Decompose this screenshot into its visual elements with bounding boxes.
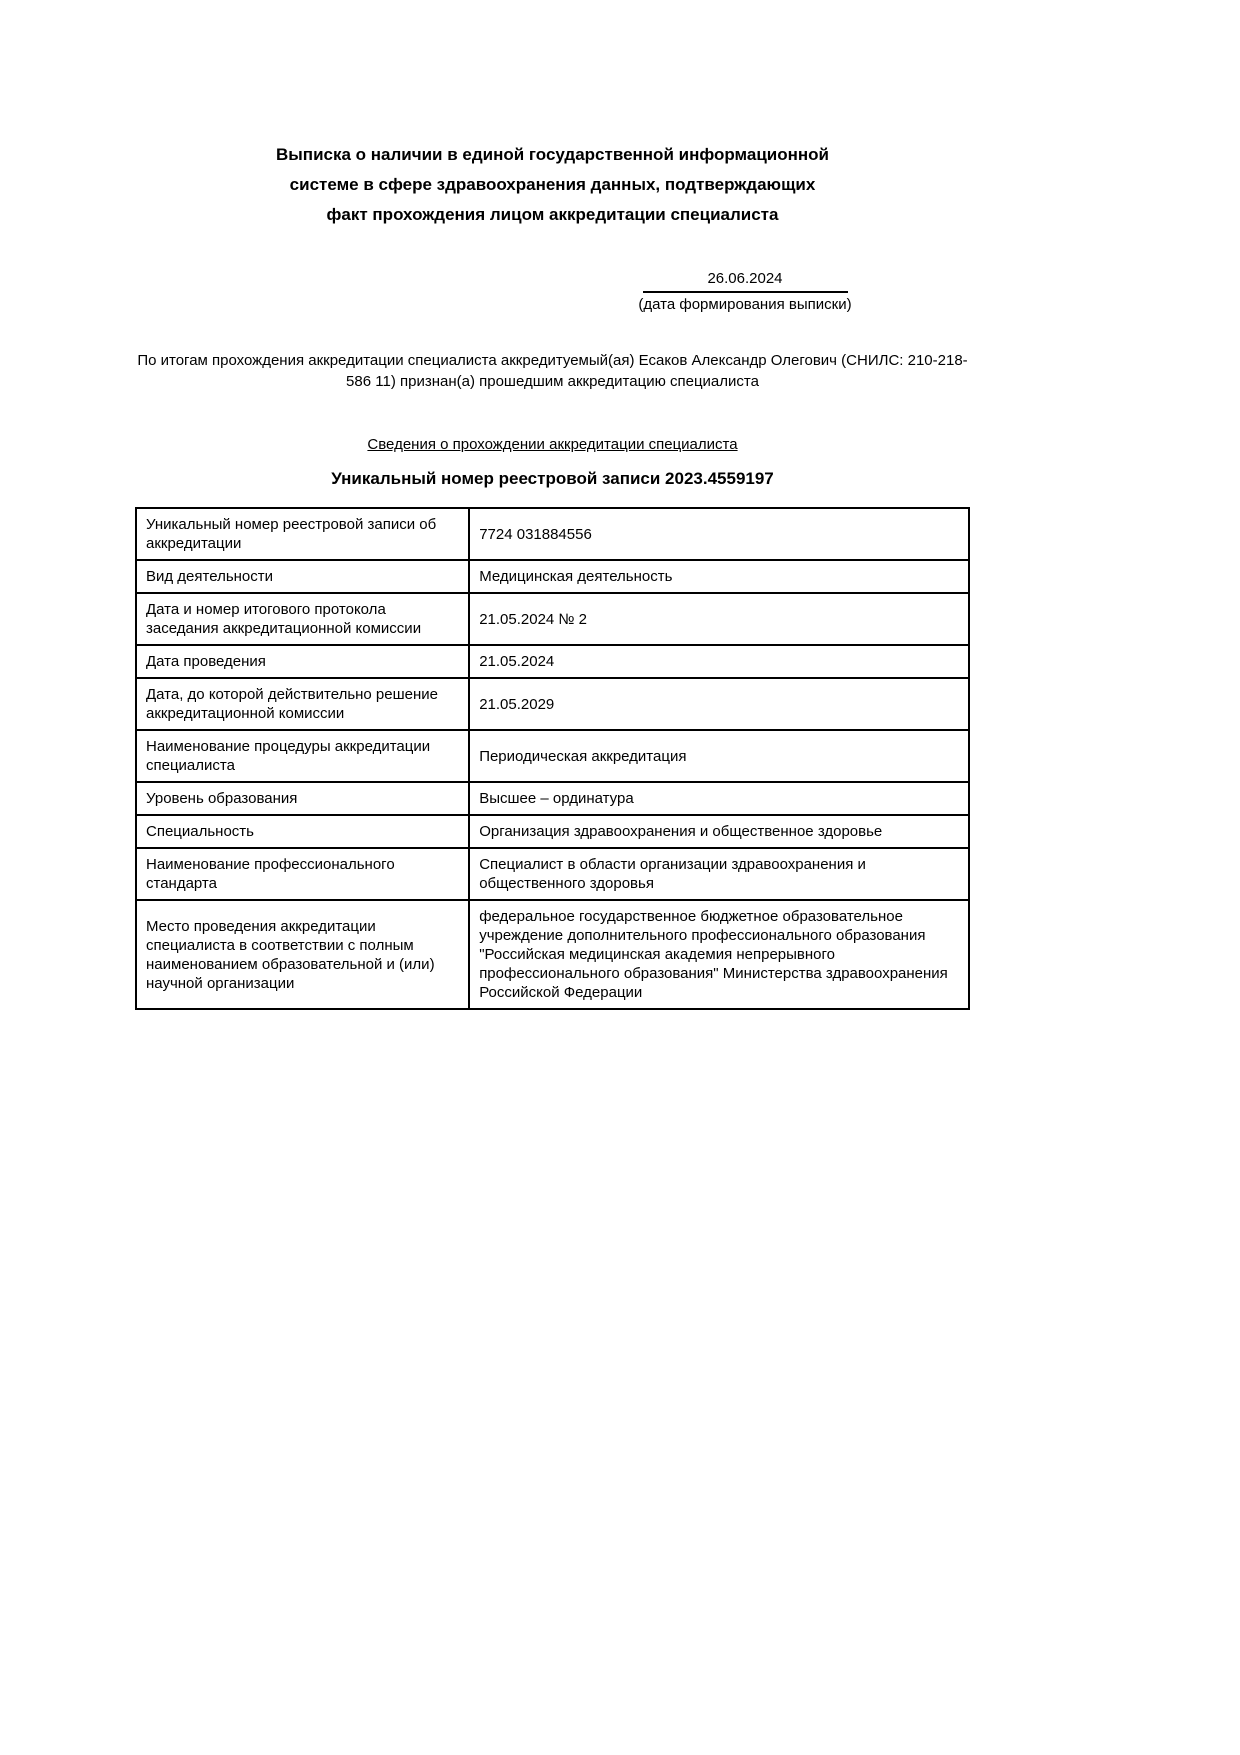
row-value: Периодическая аккредитация [469,730,969,782]
table-row [136,645,969,678]
document-title: Выписка о наличии в единой государственной информационной системе в сфере здравоохранения данных, подтверждающих факт прохождения лицом аккредитации специалиста [276,145,829,224]
date-block [625,270,865,314]
table-row [136,508,969,560]
row-value: Организация здравоохранения и общественное здоровье [469,815,969,848]
row-value: 21.05.2029 [469,678,969,730]
extract-date-caption: (дата формирования выписки) [638,296,852,313]
accreditation-table [135,507,970,1010]
row-label: Дата и номер итогового протокола заседания аккредитационной комиссии [136,593,469,645]
registry-number-heading: Уникальный номер реестровой записи 2023.4559197 [331,469,774,488]
accreditation-table-body [136,508,969,1009]
table-row [136,815,969,848]
row-value: 21.05.2024 № 2 [469,593,969,645]
table-row [136,730,969,782]
extract-date: 26.06.2024 [643,270,848,293]
row-value: Специалист в области организации здравоохранения и общественного здоровья [469,848,969,900]
row-value: Высшее – ординатура [469,782,969,815]
row-label: Место проведения аккредитации специалиста в соответствии с полным наименованием образовательной и (или) научной организации [136,900,469,1009]
document-page [135,0,970,1010]
row-value: Медицинская деятельность [469,560,969,593]
row-label: Дата проведения [136,645,469,678]
section-subtitle: Сведения о прохождении аккредитации специалиста [367,436,738,453]
table-row [136,678,969,730]
row-value: 21.05.2024 [469,645,969,678]
intro-paragraph: По итогам прохождения аккредитации специалиста аккредитуемый(ая) Есаков Александр Олегович (СНИЛС: 210-218-586 11) признан(а) прошедшим аккредитацию специалиста [137,352,968,390]
row-value: федеральное государственное бюджетное образовательное учреждение дополнительного профессионального образования "Российская медицинская академия непрерывного профессионального образования" Министерства здравоохранения Российской Федерации [469,900,969,1009]
row-label: Специальность [136,815,469,848]
row-label: Дата, до которой действительно решение аккредитационной комиссии [136,678,469,730]
table-row [136,593,969,645]
row-label: Наименование процедуры аккредитации специалиста [136,730,469,782]
row-label: Уникальный номер реестровой записи об аккредитации [136,508,469,560]
row-label: Вид деятельности [136,560,469,593]
table-row [136,782,969,815]
table-row [136,848,969,900]
row-label: Уровень образования [136,782,469,815]
row-label: Наименование профессионального стандарта [136,848,469,900]
table-row [136,560,969,593]
table-row [136,900,969,1009]
row-value: 7724 031884556 [469,508,969,560]
